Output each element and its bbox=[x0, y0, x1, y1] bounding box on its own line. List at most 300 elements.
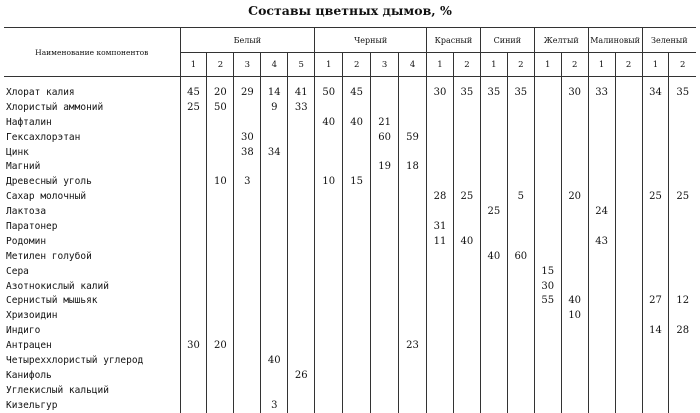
cell-value bbox=[453, 130, 480, 145]
cell-value bbox=[261, 264, 288, 279]
cell-value bbox=[427, 338, 454, 353]
subcolumn-header: 4 bbox=[399, 53, 427, 77]
cell-value bbox=[288, 353, 315, 368]
cell-value bbox=[261, 115, 288, 130]
cell-value bbox=[480, 115, 507, 130]
cell-value bbox=[669, 383, 696, 398]
component-name: Индиго bbox=[6, 325, 41, 337]
cell-value bbox=[507, 308, 534, 323]
cell-value bbox=[261, 174, 288, 189]
cell-value bbox=[261, 323, 288, 338]
cell-value bbox=[642, 234, 669, 249]
cell-value bbox=[453, 279, 480, 294]
component-name: Хлорат калия bbox=[6, 86, 75, 98]
cell-value bbox=[343, 145, 371, 160]
cell-value bbox=[588, 308, 615, 323]
cell-value bbox=[480, 368, 507, 383]
cell-value bbox=[588, 100, 615, 115]
cell-value bbox=[180, 323, 207, 338]
subcolumn-header: 1 bbox=[588, 53, 615, 77]
subcolumn-header: 1 bbox=[642, 53, 669, 77]
cell-value bbox=[371, 353, 399, 368]
cell-value bbox=[371, 323, 399, 338]
cell-value bbox=[642, 338, 669, 353]
cell-value bbox=[261, 204, 288, 219]
cell-value: 43 bbox=[588, 234, 615, 249]
cell-value bbox=[234, 159, 261, 174]
cell-value bbox=[534, 219, 561, 234]
cell-value bbox=[315, 398, 343, 413]
cell-value: 59 bbox=[399, 130, 427, 145]
cell-value bbox=[315, 234, 343, 249]
cell-value bbox=[371, 368, 399, 383]
component-name: Хлористый аммоний bbox=[6, 101, 104, 113]
cell-value bbox=[507, 115, 534, 130]
table-row bbox=[4, 338, 696, 353]
component-name: Сахар молочный bbox=[6, 191, 87, 203]
cell-value bbox=[615, 219, 642, 234]
cell-value bbox=[180, 219, 207, 234]
cell-value bbox=[261, 249, 288, 264]
cell-value bbox=[180, 398, 207, 413]
cell-value bbox=[261, 189, 288, 204]
table-row bbox=[4, 249, 696, 264]
subcolumn-header: 2 bbox=[207, 53, 234, 77]
cell-value: 10 bbox=[207, 174, 234, 189]
cell-value bbox=[453, 353, 480, 368]
component-name: Родомин bbox=[6, 235, 47, 247]
cell-value bbox=[507, 279, 534, 294]
cell-value: 14 bbox=[261, 77, 288, 100]
cell-value bbox=[207, 264, 234, 279]
cell-value bbox=[234, 204, 261, 219]
cell-value bbox=[561, 174, 588, 189]
cell-value bbox=[507, 145, 534, 160]
cell-value bbox=[343, 189, 371, 204]
cell-value bbox=[315, 308, 343, 323]
cell-value bbox=[207, 234, 234, 249]
cell-value bbox=[507, 204, 534, 219]
cell-value bbox=[207, 383, 234, 398]
cell-value bbox=[534, 383, 561, 398]
cell-value bbox=[399, 368, 427, 383]
cell-value bbox=[315, 219, 343, 234]
table-body bbox=[4, 77, 696, 413]
cell-value bbox=[588, 130, 615, 145]
cell-value bbox=[427, 249, 454, 264]
cell-value: 45 bbox=[343, 77, 371, 100]
cell-value bbox=[371, 383, 399, 398]
cell-value bbox=[343, 279, 371, 294]
cell-value bbox=[343, 204, 371, 219]
cell-value: 31 bbox=[427, 219, 454, 234]
cell-value: 15 bbox=[534, 264, 561, 279]
component-name: Азотнокислый калий bbox=[6, 280, 109, 292]
cell-value bbox=[507, 219, 534, 234]
cell-value bbox=[669, 234, 696, 249]
table-row bbox=[4, 308, 696, 323]
subcolumn-header: 2 bbox=[453, 53, 480, 77]
cell-value bbox=[615, 174, 642, 189]
cell-value bbox=[453, 368, 480, 383]
cell-value bbox=[427, 368, 454, 383]
cell-value bbox=[207, 323, 234, 338]
cell-value bbox=[588, 338, 615, 353]
cell-value bbox=[453, 174, 480, 189]
cell-value bbox=[615, 368, 642, 383]
cell-value: 15 bbox=[343, 174, 371, 189]
cell-value: 23 bbox=[399, 338, 427, 353]
component-name: Паратонер bbox=[6, 220, 58, 232]
cell-value bbox=[234, 338, 261, 353]
cell-value bbox=[507, 383, 534, 398]
cell-value: 34 bbox=[642, 77, 669, 100]
cell-value bbox=[615, 338, 642, 353]
cell-value bbox=[588, 293, 615, 308]
cell-value bbox=[427, 204, 454, 219]
subcolumn-header: 2 bbox=[507, 53, 534, 77]
cell-value bbox=[315, 100, 343, 115]
cell-value: 20 bbox=[561, 189, 588, 204]
cell-value bbox=[588, 383, 615, 398]
cell-value bbox=[561, 130, 588, 145]
cell-value bbox=[343, 338, 371, 353]
cell-value bbox=[642, 219, 669, 234]
cell-value bbox=[315, 264, 343, 279]
cell-value bbox=[642, 174, 669, 189]
cell-value bbox=[507, 293, 534, 308]
cell-value bbox=[234, 323, 261, 338]
cell-value bbox=[234, 100, 261, 115]
cell-value bbox=[669, 130, 696, 145]
cell-value bbox=[669, 338, 696, 353]
cell-value bbox=[399, 145, 427, 160]
cell-value: 50 bbox=[315, 77, 343, 100]
table-row bbox=[4, 100, 696, 115]
cell-value bbox=[561, 115, 588, 130]
table-row bbox=[4, 219, 696, 234]
cell-value bbox=[207, 279, 234, 294]
cell-value: 18 bbox=[399, 159, 427, 174]
cell-value bbox=[315, 383, 343, 398]
component-name: Гексахлорэтан bbox=[6, 131, 81, 143]
cell-value: 5 bbox=[507, 189, 534, 204]
cell-value: 35 bbox=[669, 77, 696, 100]
cell-value: 33 bbox=[588, 77, 615, 100]
cell-value bbox=[615, 323, 642, 338]
subcolumn-header: 2 bbox=[669, 53, 696, 77]
cell-value bbox=[642, 204, 669, 219]
cell-value bbox=[615, 145, 642, 160]
cell-value bbox=[507, 100, 534, 115]
subcolumn-header: 2 bbox=[561, 53, 588, 77]
cell-value bbox=[615, 189, 642, 204]
cell-value: 35 bbox=[507, 77, 534, 100]
cell-value bbox=[480, 264, 507, 279]
cell-value bbox=[288, 249, 315, 264]
cell-value bbox=[642, 115, 669, 130]
cell-value bbox=[371, 204, 399, 219]
cell-value bbox=[588, 249, 615, 264]
cell-value bbox=[371, 100, 399, 115]
cell-value: 27 bbox=[642, 293, 669, 308]
cell-value bbox=[615, 249, 642, 264]
cell-value bbox=[288, 219, 315, 234]
cell-value: 29 bbox=[234, 77, 261, 100]
cell-value bbox=[180, 368, 207, 383]
cell-value bbox=[234, 219, 261, 234]
cell-value bbox=[261, 219, 288, 234]
cell-value: 40 bbox=[561, 293, 588, 308]
cell-value bbox=[288, 308, 315, 323]
cell-value: 10 bbox=[315, 174, 343, 189]
cell-value bbox=[343, 130, 371, 145]
cell-value bbox=[669, 159, 696, 174]
cell-value bbox=[315, 130, 343, 145]
table-row bbox=[4, 115, 696, 130]
cell-value: 50 bbox=[207, 100, 234, 115]
cell-value: 30 bbox=[561, 77, 588, 100]
cell-value: 25 bbox=[453, 189, 480, 204]
cell-value bbox=[561, 353, 588, 368]
cell-value bbox=[288, 189, 315, 204]
cell-value bbox=[371, 249, 399, 264]
cell-value bbox=[261, 338, 288, 353]
cell-value bbox=[507, 353, 534, 368]
cell-value bbox=[561, 264, 588, 279]
cell-value bbox=[453, 100, 480, 115]
cell-value bbox=[399, 189, 427, 204]
cell-value bbox=[234, 279, 261, 294]
cell-value bbox=[343, 264, 371, 279]
cell-value bbox=[480, 279, 507, 294]
cell-value bbox=[669, 368, 696, 383]
cell-value: 40 bbox=[343, 115, 371, 130]
cell-value bbox=[288, 204, 315, 219]
cell-value bbox=[561, 234, 588, 249]
cell-value bbox=[669, 279, 696, 294]
cell-value bbox=[343, 353, 371, 368]
table-row bbox=[4, 398, 696, 413]
cell-value: 60 bbox=[507, 249, 534, 264]
cell-value: 11 bbox=[427, 234, 454, 249]
cell-value bbox=[561, 398, 588, 413]
cell-value bbox=[561, 204, 588, 219]
cell-value: 21 bbox=[371, 115, 399, 130]
table-row bbox=[4, 353, 696, 368]
cell-value bbox=[343, 234, 371, 249]
cell-value bbox=[399, 398, 427, 413]
cell-value bbox=[371, 189, 399, 204]
cell-value bbox=[480, 234, 507, 249]
cell-value bbox=[427, 398, 454, 413]
cell-value bbox=[588, 189, 615, 204]
component-name: Магний bbox=[6, 161, 41, 173]
cell-value: 25 bbox=[669, 189, 696, 204]
cell-value bbox=[261, 279, 288, 294]
cell-value bbox=[399, 100, 427, 115]
cell-value bbox=[480, 189, 507, 204]
cell-value bbox=[480, 383, 507, 398]
cell-value: 25 bbox=[180, 100, 207, 115]
cell-value bbox=[534, 368, 561, 383]
cell-value bbox=[534, 234, 561, 249]
cell-value bbox=[453, 264, 480, 279]
cell-value bbox=[507, 338, 534, 353]
cell-value bbox=[288, 279, 315, 294]
cell-value: 55 bbox=[534, 293, 561, 308]
cell-value bbox=[561, 323, 588, 338]
cell-value bbox=[207, 219, 234, 234]
cell-value bbox=[534, 130, 561, 145]
cell-value bbox=[453, 204, 480, 219]
component-name: Цинк bbox=[6, 146, 29, 158]
cell-value bbox=[261, 130, 288, 145]
cell-value bbox=[207, 308, 234, 323]
cell-value bbox=[480, 130, 507, 145]
cell-value: 40 bbox=[261, 353, 288, 368]
cell-value bbox=[371, 279, 399, 294]
cell-value bbox=[234, 264, 261, 279]
cell-value bbox=[561, 249, 588, 264]
cell-value bbox=[371, 338, 399, 353]
cell-value bbox=[427, 353, 454, 368]
cell-value bbox=[207, 368, 234, 383]
cell-value bbox=[399, 279, 427, 294]
cell-value bbox=[427, 145, 454, 160]
cell-value bbox=[588, 353, 615, 368]
cell-value bbox=[480, 323, 507, 338]
cell-value bbox=[669, 249, 696, 264]
cell-value bbox=[315, 159, 343, 174]
cell-value bbox=[453, 293, 480, 308]
cell-value bbox=[453, 249, 480, 264]
group-header: Красный bbox=[427, 28, 481, 53]
cell-value bbox=[343, 159, 371, 174]
cell-value bbox=[642, 383, 669, 398]
cell-value bbox=[288, 159, 315, 174]
table-row bbox=[4, 77, 696, 100]
cell-value bbox=[399, 219, 427, 234]
cell-value bbox=[534, 398, 561, 413]
group-header: Малиновый bbox=[588, 28, 642, 53]
cell-value bbox=[371, 293, 399, 308]
cell-value bbox=[615, 353, 642, 368]
cell-value bbox=[453, 308, 480, 323]
cell-value bbox=[480, 353, 507, 368]
cell-value bbox=[207, 353, 234, 368]
group-header: Зеленый bbox=[642, 28, 696, 53]
cell-value bbox=[480, 100, 507, 115]
cell-value bbox=[315, 145, 343, 160]
cell-value bbox=[427, 308, 454, 323]
cell-value bbox=[427, 100, 454, 115]
cell-value bbox=[615, 293, 642, 308]
cell-value bbox=[315, 353, 343, 368]
cell-value bbox=[288, 145, 315, 160]
cell-value: 38 bbox=[234, 145, 261, 160]
cell-value bbox=[615, 264, 642, 279]
cell-value: 26 bbox=[288, 368, 315, 383]
cell-value: 30 bbox=[180, 338, 207, 353]
cell-value bbox=[234, 353, 261, 368]
cell-value bbox=[534, 249, 561, 264]
table-row bbox=[4, 204, 696, 219]
cell-value bbox=[480, 219, 507, 234]
cell-value bbox=[507, 130, 534, 145]
cell-value bbox=[399, 323, 427, 338]
cell-value bbox=[561, 159, 588, 174]
cell-value: 20 bbox=[207, 77, 234, 100]
cell-value bbox=[343, 308, 371, 323]
subcolumn-header: 3 bbox=[234, 53, 261, 77]
cell-value bbox=[261, 159, 288, 174]
cell-value bbox=[588, 264, 615, 279]
cell-value bbox=[343, 398, 371, 413]
cell-value bbox=[207, 130, 234, 145]
cell-value bbox=[669, 398, 696, 413]
cell-value: 28 bbox=[427, 189, 454, 204]
subcolumn-header: 1 bbox=[180, 53, 207, 77]
cell-value bbox=[261, 234, 288, 249]
cell-value bbox=[315, 279, 343, 294]
cell-value: 40 bbox=[453, 234, 480, 249]
cell-value bbox=[642, 249, 669, 264]
cell-value bbox=[480, 145, 507, 160]
cell-value bbox=[207, 159, 234, 174]
cell-value bbox=[642, 279, 669, 294]
cell-value bbox=[669, 145, 696, 160]
cell-value bbox=[180, 174, 207, 189]
cell-value bbox=[615, 308, 642, 323]
cell-value bbox=[399, 383, 427, 398]
cell-value bbox=[642, 308, 669, 323]
cell-value bbox=[588, 145, 615, 160]
cell-value bbox=[288, 323, 315, 338]
group-header: Желтый bbox=[534, 28, 588, 53]
cell-value bbox=[588, 398, 615, 413]
cell-value bbox=[207, 115, 234, 130]
cell-value bbox=[427, 279, 454, 294]
cell-value bbox=[399, 115, 427, 130]
cell-value bbox=[615, 77, 642, 100]
cell-value bbox=[234, 368, 261, 383]
cell-value bbox=[315, 338, 343, 353]
subcolumn-header: 1 bbox=[534, 53, 561, 77]
cell-value: 19 bbox=[371, 159, 399, 174]
cell-value bbox=[343, 323, 371, 338]
cell-value bbox=[453, 323, 480, 338]
cell-value bbox=[480, 398, 507, 413]
cell-value: 35 bbox=[453, 77, 480, 100]
component-name: Метилен голубой bbox=[6, 250, 92, 262]
group-header: Белый bbox=[180, 28, 315, 53]
cell-value: 20 bbox=[207, 338, 234, 353]
cell-value: 30 bbox=[427, 77, 454, 100]
cell-value bbox=[507, 234, 534, 249]
cell-value bbox=[588, 159, 615, 174]
table-header bbox=[4, 28, 696, 77]
cell-value bbox=[453, 383, 480, 398]
table-row bbox=[4, 189, 696, 204]
cell-value bbox=[669, 100, 696, 115]
cell-value bbox=[561, 145, 588, 160]
cell-value bbox=[234, 308, 261, 323]
cell-value bbox=[453, 338, 480, 353]
cell-value bbox=[180, 353, 207, 368]
cell-value bbox=[343, 368, 371, 383]
cell-value bbox=[453, 159, 480, 174]
